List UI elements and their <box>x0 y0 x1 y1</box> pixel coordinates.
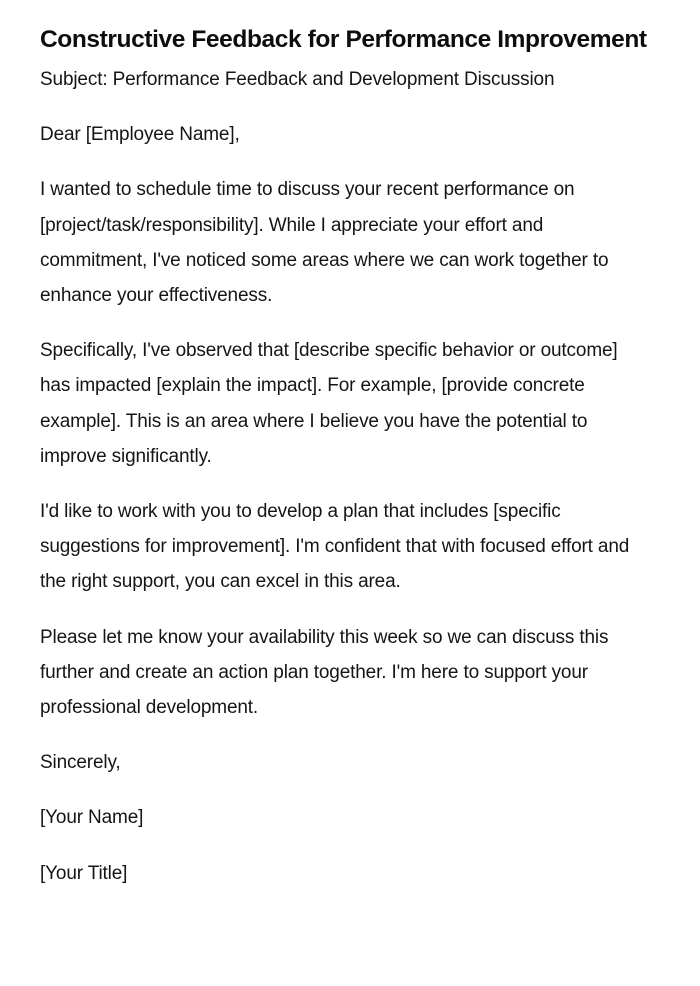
salutation: Dear [Employee Name], <box>40 124 240 146</box>
body-paragraph-4: Please let me know your availability this week so we can discuss this further and create an action plan together. I'm here to support your professional development. <box>40 626 609 719</box>
body-paragraph-1: I wanted to schedule time to discuss your recent performance on [project/task/responsibility]. While I appreciate your effort and commitment, I've noticed some areas where we can work together to enhance your effectiveness. <box>40 179 609 307</box>
closing: Sincerely, <box>40 752 121 774</box>
body-paragraph-3: I'd like to work with you to develop a plan that includes [specific suggestions for improvement]. I'm confident that with focused effort and the right support, you can excel in this area. <box>40 501 630 593</box>
document-title: Constructive Feedback for Performance Improvement <box>40 26 647 53</box>
body-paragraph-2: Specifically, I've observed that [describe specific behavior or outcome] has impacted [explain the impact]. For example, [provide concrete example]. This is an area where I believe you have the potential to improve significantly. <box>40 340 618 467</box>
subject-line: Subject: Performance Feedback and Development Discussion <box>40 69 555 90</box>
signature-title: [Your Title] <box>40 862 128 884</box>
letter-document <box>40 18 650 911</box>
signature-name: [Your Name] <box>40 807 144 829</box>
